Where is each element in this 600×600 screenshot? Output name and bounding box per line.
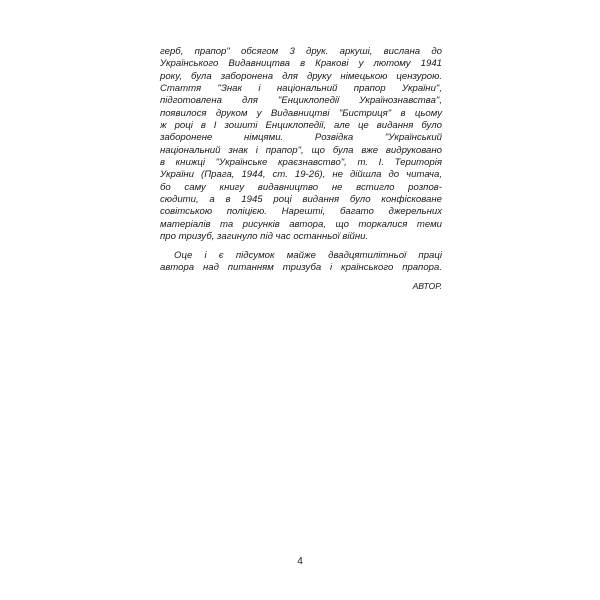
text-line: Українського Видавництва в Кракові у лютому 1941 — [160, 58, 442, 70]
text-line: підготовлена для "Енциклопедії Українознавства", — [160, 95, 442, 107]
text-line: Оце і є підсумок майже двадцятилітньої праці — [174, 249, 442, 261]
text-line: совітською поліцією. Нарешті, багато джерельних — [160, 206, 442, 218]
paragraph-1 — [160, 46, 442, 244]
paragraph-2 — [160, 250, 442, 275]
text-line: заборонене німцями. Розвідка "Український — [160, 132, 442, 144]
text-line: появилося друком у Видавництві "Бистриця" в цьому — [160, 107, 442, 119]
text-line: в книжці "Українське краєзнавство", т. І. Територія — [160, 157, 442, 169]
text-line: бо саму книгу видавництво не встигло розпов- — [160, 181, 442, 193]
text-line: року, була заборонена для друку німецькою цензурою. — [160, 70, 442, 82]
text-line: сюдити, а в 1945 році видання було конфісковане — [160, 194, 442, 206]
text-line: ж році в І зошиті Енциклопедії, але це видання було — [160, 120, 442, 132]
text-line: України (Прага, 1944, ст. 19-26), не дійшла до читача, — [160, 169, 442, 181]
text-line: герб, прапор" обсягом 3 друк. аркуші, вислана до — [160, 46, 442, 57]
text-line: автора над питанням тризуба і країнського прапора. — [160, 261, 442, 273]
author-signature: АВТОР. — [412, 281, 442, 292]
text-line: матеріалів та рисунків автора, що торкалися теми — [160, 218, 442, 230]
text-line: про тризуб, загинуло під час останньої війни. — [160, 231, 369, 243]
body-text — [160, 46, 442, 293]
text-line: Стаття "Знак і національний прапор України", — [160, 83, 442, 95]
page-number: 4 — [297, 556, 303, 567]
text-line: національний знак і прапор", що була вже видруковано — [160, 144, 442, 156]
